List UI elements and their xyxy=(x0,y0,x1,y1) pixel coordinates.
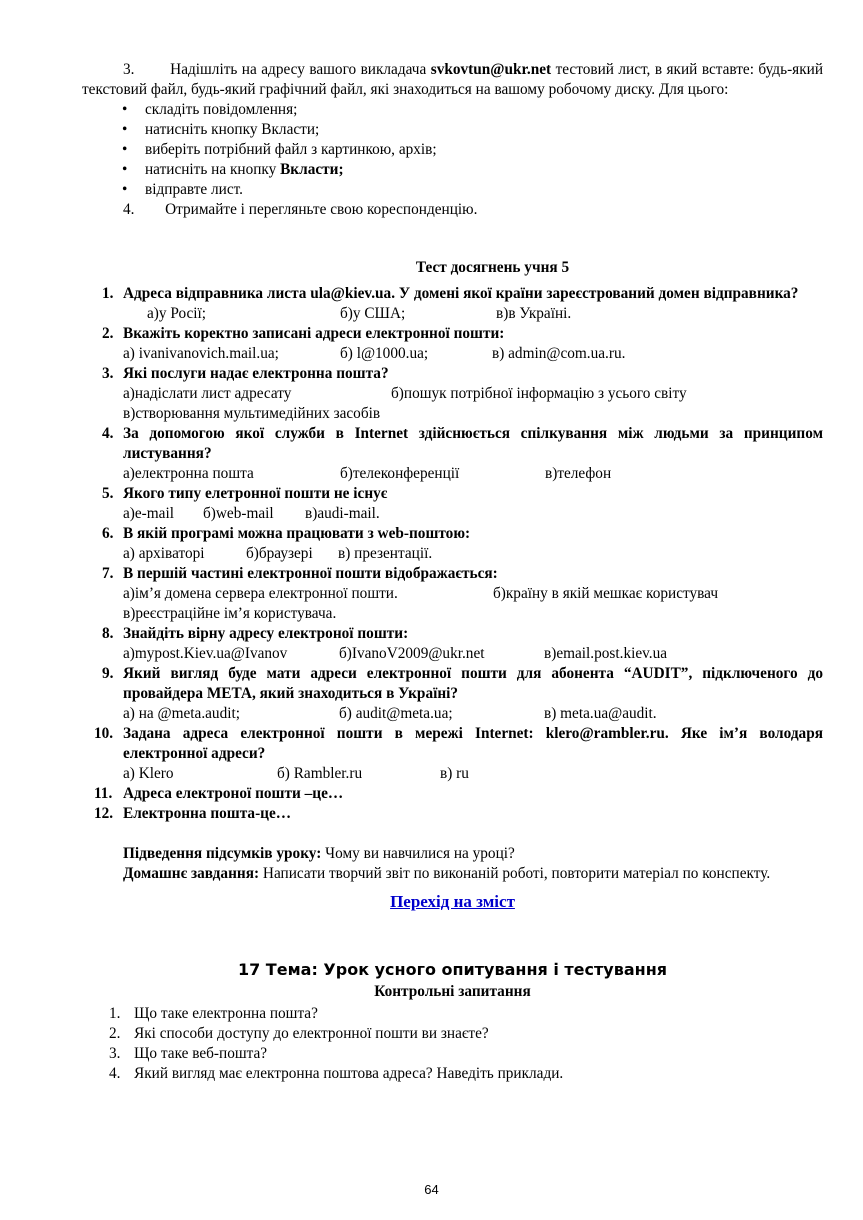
question: 12. Електронна пошта-це… xyxy=(94,805,292,822)
bullet-item: • складіть повідомлення; xyxy=(122,100,823,120)
item-number: 3. xyxy=(123,61,135,78)
question: 8. Знайдіть вірну адресу електроної пошти: а)mypost.Kiev.ua@Ivanov б)IvanoV2009@ukr.net в)email.post.kiev.ua xyxy=(102,625,668,662)
list-item: 1. Що таке електронна пошта? xyxy=(109,1005,318,1022)
question: 7. В першій частині електронної пошти відображається: а)ім’я домена сервера електронної пошти. б)країну в якій мешкає користувач в)реєстраційне ім’я користувача. xyxy=(102,565,719,622)
list-item: 2. Які способи доступу до електронної пошти ви знаєте? xyxy=(109,1025,489,1042)
question: 3. Які послуги надає електронна пошта? а)надіслати лист адресату б)пошук потрібної інформацію з усього світу в)створювання мультимедійних засобів xyxy=(102,365,687,422)
bullet-item: • натисніть на кнопку Вкласти; xyxy=(122,160,823,180)
list-item: 3. Що таке веб-пошта? xyxy=(109,1045,268,1062)
homework: Домашнє завдання: Написати творчий звіт по виконаній роботі, повторити матеріал по конспекту. xyxy=(123,865,771,882)
intro-item-4: 4. Отримайте і перегляньте свою кореспонденцію. xyxy=(123,201,478,218)
question: 6. В якій програмі можна працювати з web-поштою: а) архіваторі б)браузері в) презентації. xyxy=(102,525,471,562)
item-text: тестовий лист, в який вставте: будь-який текстовий файл, будь-який графічний файл, які знаходиться на вашому робочому диску. Для цього: xyxy=(82,61,824,98)
lesson-summary: Підведення підсумків уроку: Чому ви навчилися на уроці? xyxy=(123,845,515,862)
question: 9. Який вигляд буде мати адреси електронної пошти для абонента “AUDIT”, підключеного до провайдера МЕТА, який знаходиться в Україні? а) на @meta.audit; б) audit@meta.ua; в) meta.ua@audit. xyxy=(102,665,823,722)
test-questions xyxy=(82,284,823,824)
page-number: 64 xyxy=(424,1182,439,1197)
contents-link[interactable]: Перехід на зміст xyxy=(390,892,515,911)
bullet-item: • виберіть потрібний файл з картинкою, архів; xyxy=(122,140,823,160)
question: 4. За допомогою якої служби в Internet здійснюється спілкування між людьми за принципом листування? а)електронна пошта б)телеконференції в)телефон xyxy=(102,425,823,482)
list-item: 4. Який вигляд має електронна поштова адреса? Наведіть приклади. xyxy=(109,1065,564,1082)
question: 10. Задана адреса електронної пошти в мережі Internet: klero@rambler.ru. Яке ім’я володаря електронної адреси? а) Klero б) Rambler.ru в) ru xyxy=(94,725,823,782)
document-page xyxy=(82,60,823,1084)
question: 1. Адреса відправника листа ula@kiev.ua. У домені якої країни зареєстрований домен відправника? а)у Росії; б)у США; в)в Україні. xyxy=(102,285,799,322)
question: 5. Якого типу елетронної пошти не існує а)e-mail б)web-mail в)audi-mail. xyxy=(102,485,388,522)
intro-item-3 xyxy=(82,60,823,100)
question: 2. Вкажіть коректно записані адреси електронної пошти: а) ivanivanovich.mail.ua; б) l@1000.ua; в) admin@com.ua.ru. xyxy=(102,325,626,362)
control-questions xyxy=(82,1004,823,1084)
control-questions-title: Контрольні запитання xyxy=(374,983,531,1000)
topic-title: 17 Тема: Урок усного опитування і тестування xyxy=(237,960,668,979)
question: 11. Адреса електроної пошти –це… xyxy=(94,785,344,802)
test-title: Тест досягнень учня 5 xyxy=(415,259,570,276)
item-text: Надішліть на адресу вашого викладача xyxy=(170,61,427,78)
teacher-email: svkovtun@ukr.net xyxy=(430,61,552,78)
bullet-item: • відправте лист. xyxy=(122,180,823,200)
bullet-item: • натисніть кнопку Вкласти; xyxy=(122,120,823,140)
